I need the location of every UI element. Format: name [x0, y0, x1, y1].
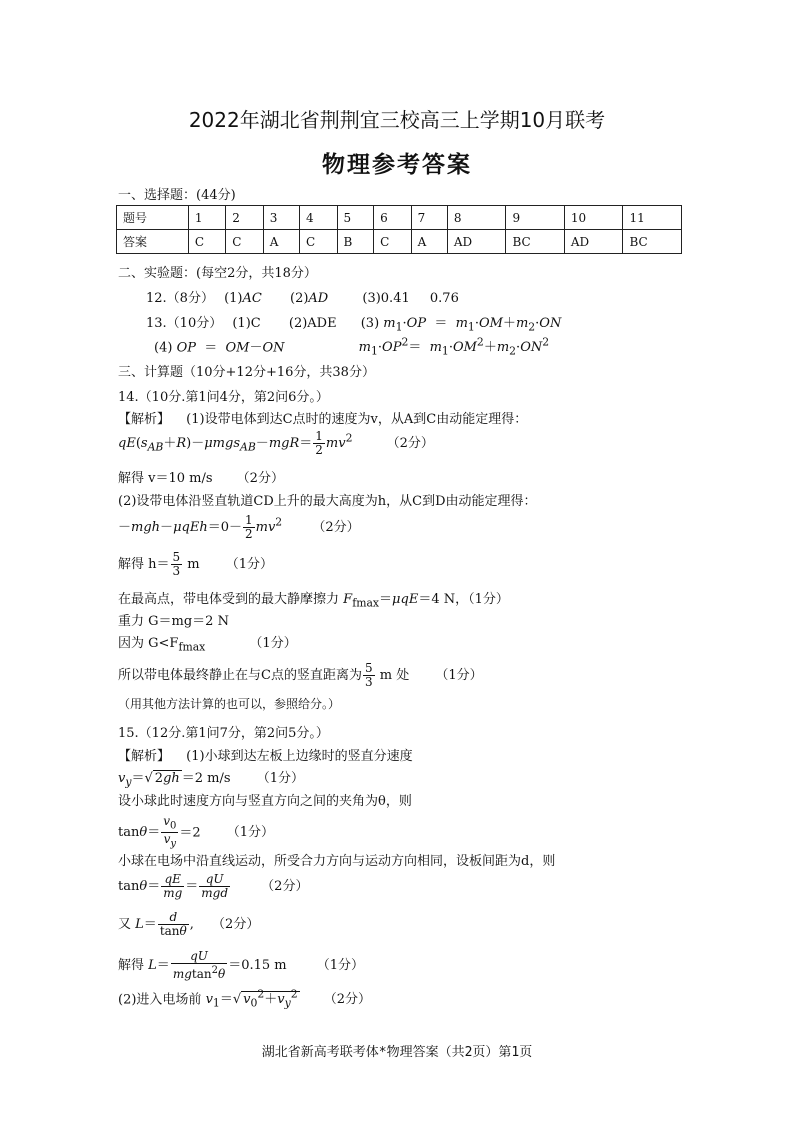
q14-note: （用其他方法计算的也可以，参照给分。）: [118, 697, 341, 711]
q14-eq2: [118, 514, 360, 541]
points: （1分）: [256, 771, 304, 786]
table-cell: C: [374, 230, 411, 254]
q14-final: 所以带电体最终静止在与C点的竖直距离为 $\frac{5}{3}$ m 处 （1分）: [118, 661, 483, 689]
q14-sol-v-text: 解得 v＝10 m/s: [118, 471, 213, 486]
table-cell: 11: [623, 206, 682, 230]
unit: m: [187, 557, 200, 572]
q15-sol-L-formula: L＝ $\frac{qU}{mgtan^2\theta}$: [148, 949, 226, 981]
q15-motion: 小球在电场中沿直线运动，所受合力方向与运动方向相同，设板间距为d，则: [118, 854, 556, 869]
table-cell: 3: [263, 206, 299, 230]
q14-sol-h: 解得 h＝ $\frac{5}{3}$ m （1分）: [118, 550, 274, 578]
q13-a3-formula: $m_1\cdot OP = m_1\cdot OM+m_2\cdot ON$: [383, 316, 562, 334]
points: （2分）: [236, 471, 284, 486]
q15-vy-formula: $v_y=√$ 2gh: [118, 771, 180, 789]
q15-s2-text: (2)进入电场前: [118, 992, 202, 1008]
points: （1分）: [225, 557, 274, 572]
q14-fmax-formula: $F_{fmax}=\mu qE$: [343, 592, 419, 610]
table-cell: 10: [564, 206, 623, 230]
q12-a2-value: AD: [308, 291, 329, 306]
q15-L: [118, 911, 259, 938]
q15-tan1-value: ＝2: [179, 825, 201, 841]
q15-sol-L: [118, 950, 364, 981]
row-label: 答案: [117, 230, 189, 254]
table-cell: A: [263, 230, 299, 254]
q14-because: 因为 $G<F_{fmax}$ （1分）: [118, 636, 297, 654]
q13-a2: (2)ADE: [288, 316, 337, 331]
q13-a3-label: (3): [360, 316, 380, 331]
q14-eq1: [118, 430, 434, 457]
jiexi-label: 【解析】: [118, 412, 171, 427]
section2-heading: 二、实验题：(每空2分，共18分）: [118, 266, 317, 281]
table-cell: 9: [506, 206, 564, 230]
q14-head: 14.（10分.第1问4分，第2问6分。）: [118, 390, 329, 405]
q15-v1: [118, 988, 371, 1010]
q14-eq2-formula: －mgh－μqEh＝0－ $\frac{1}{2}$ $mv^2$: [118, 513, 283, 541]
table-cell: 8: [447, 206, 506, 230]
q13-a1: (1)C: [232, 316, 261, 331]
table-cell: BC: [623, 230, 682, 254]
jiexi-label: 【解析】: [118, 749, 171, 764]
row-label: 题号: [117, 206, 189, 230]
table-cell: 7: [411, 206, 447, 230]
points: （2分）: [323, 992, 372, 1008]
points: （1分）: [316, 958, 365, 973]
q15-s1-text: (1)小球到达左板上边缘时的竖直分速度: [186, 749, 413, 764]
q14-eq1-formula: $qE(s_{AB}+R)-\mu mgs_{AB}-mgR=$ $\frac{1}{2}$ $mv^2$: [118, 429, 353, 457]
q15-sol-L-text: 解得: [118, 958, 145, 973]
table-cell: C: [226, 230, 263, 254]
page-footer: 湖北省新高考联考体*物理答案（共2页）第1页: [261, 1045, 533, 1060]
q12-a1-value: AC: [242, 291, 262, 306]
table-cell: 6: [374, 206, 411, 230]
q15-sol-L-value: ＝0.15 m: [228, 958, 287, 973]
q12-a1-label: (1): [224, 291, 243, 306]
points: （1分）: [226, 825, 275, 841]
table-cell: C: [300, 230, 337, 254]
q13-a4-formula: OP ＝ OM－ON: [176, 340, 285, 356]
points: （2分）: [212, 917, 260, 932]
q15-L-formula: L＝ $\frac{d}{\tan\theta}$ ,: [135, 910, 194, 938]
q14-sol-h-text: 解得 h＝: [118, 557, 170, 572]
page-subtitle: 物理参考答案: [322, 152, 472, 178]
points: （2分）: [386, 436, 434, 451]
q15-vy: [118, 767, 304, 789]
q12-a2-label: (2): [290, 291, 309, 306]
q12-label: 12.（8分）: [146, 291, 214, 306]
q15-also: 又: [118, 917, 132, 932]
q14-final-post: m 处: [379, 668, 410, 683]
q13-a4-label: (4): [154, 340, 173, 356]
q12-a3: (3)0.41: [362, 291, 410, 306]
table-row: [117, 206, 682, 230]
table-cell: 5: [337, 206, 374, 230]
q13-a4-row: [154, 336, 549, 358]
q15-head: 15.（12分.第1问7分，第2问5分。）: [118, 726, 329, 741]
q15-step1: [118, 745, 413, 764]
q15-vy-value: ＝2 m/s: [181, 771, 231, 786]
q14-fmax-tail: ＝4 N，（1分）: [418, 592, 509, 607]
q13-a4-formula2: $m_1\cdot OP^2= m_1\cdot OM^2+m_2\cdot ON^2$: [358, 336, 550, 358]
table-cell: AD: [447, 230, 506, 254]
page-title: 2022年湖北省荆荆宜三校高三上学期10月联考: [188, 108, 606, 132]
q14-sol-v: [118, 467, 284, 486]
points: （1分）: [435, 668, 483, 683]
table-cell: B: [337, 230, 374, 254]
table-cell: C: [188, 230, 225, 254]
table-cell: 2: [226, 206, 263, 230]
points: （1分）: [249, 636, 297, 651]
section3-heading: 三、计算题（10分+12分+16分，共38分）: [118, 365, 375, 380]
q12-a4: 0.76: [429, 291, 459, 306]
q12-answer: [146, 287, 459, 306]
table-cell: BC: [506, 230, 564, 254]
q15-tan2-formula: tanθ＝ $\frac{qE}{mg}$ ＝ $\frac{qU}{\text{mgd}}$: [118, 872, 229, 900]
q15-angle: 设小球此时速度方向与竖直方向之间的夹角为θ，则: [118, 794, 412, 809]
table-row: [117, 230, 682, 254]
q15-v1-formula: $v_1=√$ $v_0^2+v_y^2$: [205, 988, 298, 1010]
q13-label: 13.（10分）: [146, 316, 223, 331]
q15-tan2: [118, 873, 308, 900]
points: （2分）: [312, 520, 360, 535]
q15-tan1-formula: tanθ＝ $\frac{v_0}{v_y}$: [118, 814, 177, 850]
q14-step1: [118, 408, 527, 427]
answer-table: [116, 205, 682, 254]
section1-heading: 一、选择题：(44分): [118, 188, 236, 203]
table-cell: 1: [188, 206, 225, 230]
q14-s1-text: (1)设带电体到达C点时的速度为v，从A到C由动能定理得：: [186, 412, 528, 427]
q14-step2: (2)设带电体沿竖直轨道CD上升的最大高度为h，从C到D由动能定理得：: [118, 494, 537, 509]
q14-fmax-text: 在最高点，带电体受到的最大静摩擦力: [118, 592, 340, 607]
points: （2分）: [261, 879, 309, 894]
q14-because-text: 因为 G<F: [118, 636, 179, 651]
table-cell: 4: [300, 206, 337, 230]
q13-answer: [146, 312, 561, 334]
q14-gravity: 重力 G＝mg＝2 N: [118, 614, 229, 629]
q14-final-text: 所以带电体最终静止在与C点的竖直距离为: [118, 668, 362, 683]
q15-tan1: [118, 815, 274, 851]
q14-fmax: [118, 588, 509, 610]
table-cell: A: [411, 230, 447, 254]
table-cell: AD: [564, 230, 623, 254]
